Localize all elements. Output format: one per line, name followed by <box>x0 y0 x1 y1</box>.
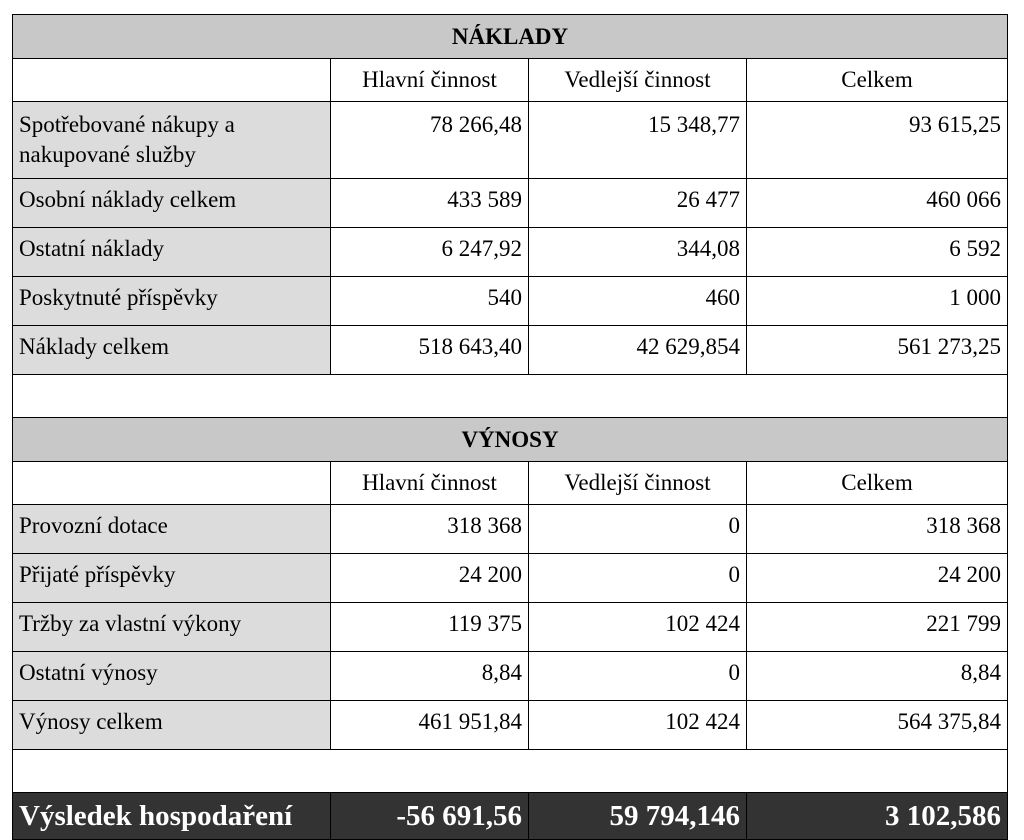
row-label: Osobní náklady celkem <box>13 179 331 228</box>
result-total: 3 102,586 <box>747 793 1008 840</box>
revenues-column-headers <box>13 462 1008 505</box>
value-total: 561 273,25 <box>747 326 1008 375</box>
value-main: 540 <box>331 277 529 326</box>
value-total: 6 592 <box>747 228 1008 277</box>
table-row <box>13 652 1008 701</box>
row-label: Tržby za vlastní výkony <box>13 603 331 652</box>
costs-section-header <box>13 15 1008 59</box>
table-row <box>13 228 1008 277</box>
value-side: 344,08 <box>529 228 747 277</box>
value-main: 318 368 <box>331 505 529 554</box>
row-label: Náklady celkem <box>13 326 331 375</box>
result-label: Výsledek hospodaření <box>13 793 331 840</box>
table-row <box>13 277 1008 326</box>
column-header-total: Celkem <box>747 59 1008 102</box>
table-row-costs-total <box>13 326 1008 375</box>
row-label: Poskytnuté příspěvky <box>13 277 331 326</box>
row-label: Ostatní výnosy <box>13 652 331 701</box>
table-row <box>13 505 1008 554</box>
value-main: 518 643,40 <box>331 326 529 375</box>
result-row <box>13 793 1008 840</box>
value-main: 461 951,84 <box>331 701 529 750</box>
table-row-revenues-total <box>13 701 1008 750</box>
value-main: 78 266,48 <box>331 102 529 179</box>
spacer-row <box>13 375 1008 418</box>
spacer-cell <box>13 375 1008 418</box>
empty-header-cell <box>13 59 331 102</box>
row-label: Spotřebované nákupy a nakupované služby <box>13 102 331 179</box>
value-main: 8,84 <box>331 652 529 701</box>
costs-title: NÁKLADY <box>13 15 1008 59</box>
table-row <box>13 179 1008 228</box>
column-header-main: Hlavní činnost <box>331 59 529 102</box>
row-label: Provozní dotace <box>13 505 331 554</box>
empty-header-cell <box>13 462 331 505</box>
value-side: 42 629,854 <box>529 326 747 375</box>
value-main: 6 247,92 <box>331 228 529 277</box>
column-header-main: Hlavní činnost <box>331 462 529 505</box>
revenues-title: VÝNOSY <box>13 418 1008 462</box>
table-row <box>13 554 1008 603</box>
result-side: 59 794,146 <box>529 793 747 840</box>
value-side: 102 424 <box>529 701 747 750</box>
result-main: -56 691,56 <box>331 793 529 840</box>
revenues-section-header <box>13 418 1008 462</box>
value-main: 433 589 <box>331 179 529 228</box>
value-total: 24 200 <box>747 554 1008 603</box>
value-main: 119 375 <box>331 603 529 652</box>
value-side: 0 <box>529 554 747 603</box>
financial-report-table <box>12 14 1008 840</box>
row-label: Výnosy celkem <box>13 701 331 750</box>
costs-column-headers <box>13 59 1008 102</box>
value-total: 221 799 <box>747 603 1008 652</box>
column-header-side: Vedlejší činnost <box>529 59 747 102</box>
spacer-row <box>13 750 1008 793</box>
value-total: 93 615,25 <box>747 102 1008 179</box>
table-row <box>13 603 1008 652</box>
value-total: 1 000 <box>747 277 1008 326</box>
value-side: 15 348,77 <box>529 102 747 179</box>
value-side: 102 424 <box>529 603 747 652</box>
row-label: Přijaté příspěvky <box>13 554 331 603</box>
value-side: 460 <box>529 277 747 326</box>
value-side: 0 <box>529 505 747 554</box>
row-label: Ostatní náklady <box>13 228 331 277</box>
value-side: 26 477 <box>529 179 747 228</box>
column-header-total: Celkem <box>747 462 1008 505</box>
value-total: 564 375,84 <box>747 701 1008 750</box>
table-row <box>13 102 1008 179</box>
spacer-cell <box>13 750 1008 793</box>
value-main: 24 200 <box>331 554 529 603</box>
value-total: 318 368 <box>747 505 1008 554</box>
column-header-side: Vedlejší činnost <box>529 462 747 505</box>
value-total: 8,84 <box>747 652 1008 701</box>
value-side: 0 <box>529 652 747 701</box>
value-total: 460 066 <box>747 179 1008 228</box>
